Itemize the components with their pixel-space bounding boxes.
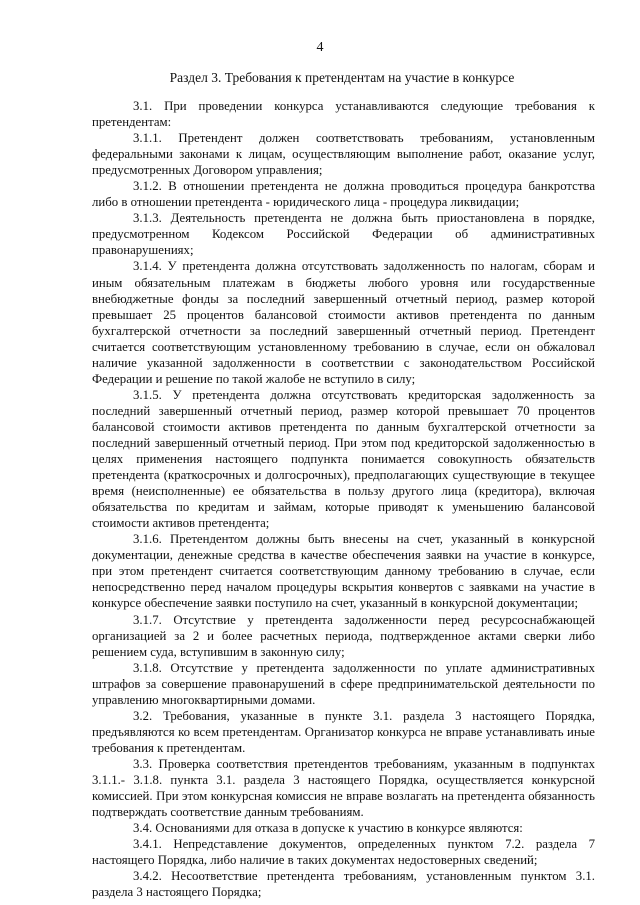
section-title: Раздел 3. Требования к претендентам на участие в конкурсе (169, 70, 515, 85)
paragraph-3-1-3: 3.1.3. Деятельность претендента не должна быть приостановлена в порядке, предусмотренном Кодексом Российской Федерации об административных правонарушениях; (92, 211, 595, 258)
paragraph-3-1-2: 3.1.2. В отношении претендента не должна проводиться процедура банкротства либо в отношении претендента - юридического лица - процедура ликвидации; (92, 179, 595, 210)
paragraph-3-1-4: 3.1.4. У претендента должна отсутствовать задолженность по налогам, сборам и иным обязательным платежам в бюджеты любого уровня или государственные внебюджетные фонды за последний завершенный отчетный период, размер которой превышает 25 процентов балансовой стоимости активов претендента по данным бухгалтерской отчетности за последний завершенный отчетный период. Претендент считается соответствующим установленному требованию в случае, если он обжаловал наличие указанной задолженности в соответствии с законодательством Российской Федерации и решение по такой жалобе не вступило в силу; (92, 259, 595, 386)
paragraph-3-4-2: 3.4.2. Несоответствие претендента требованиям, установленным пунктом 3.1. раздела 3 настоящего Порядка; (92, 869, 595, 900)
paragraph-3-3: 3.3. Проверка соответствия претендентов требованиям, указанным в подпунктах 3.1.1.- 3.1.8. пункта 3.1. раздела 3 настоящего Порядка, осуществляется конкурсной комиссией. При этом конкурсная комиссия не вправе возлагать на претендента обязанность подтверждать соответствие данным требованиям. (92, 756, 595, 820)
paragraph-3-2: 3.2. Требования, указанные в пункте 3.1. раздела 3 настоящего Порядка, предъявляются ко всем претендентам. Организатор конкурса не вправе устанавливать иные требования к претендентам. (92, 708, 595, 755)
document-body (92, 98, 595, 900)
paragraph-3-1: 3.1. При проведении конкурса устанавливаются следующие требования к претендентам: (92, 99, 595, 130)
paragraph-3-4-1: 3.4.1. Непредставление документов, определенных пунктом 7.2. раздела 7 настоящего Порядка, либо наличие в таких документах недостоверных сведений; (92, 837, 595, 868)
paragraph-3-1-5: 3.1.5. У претендента должна отсутствовать кредиторская задолженность за последний завершенный отчетный период, размер которой превышает 70 процентов балансовой стоимости активов претендента по данным бухгалтерской отчетности за последний завершенный отчетный период. При этом под кредиторской задолженностью в целях применения настоящего подпункта понимается совокупность обязательств претендента (краткосрочных и долгосрочных), предполагающих существующие в текущее время (неисполненные) ее обязательства в пользу другого лица (кредитора), включая обязательства по кредитам и займам, которые приводят к уменьшению балансовой стоимости активов претендента; (92, 387, 595, 531)
paragraph-3-1-7: 3.1.7. Отсутствие у претендента задолженности перед ресурсоснабжающей организацией за 2 и более расчетных периода, подтвержденное актами сверки либо решением суда, вступившим в законную силу; (92, 612, 595, 659)
paragraph-3-1-1: 3.1.1. Претендент должен соответствовать требованиям, установленным федеральными законами к лицам, осуществляющим выполнение работ, оказание услуг, предусмотренных Договором управления; (92, 131, 595, 178)
paragraph-3-4: 3.4. Основаниями для отказа в допуске к участию в конкурсе являются: (133, 821, 523, 836)
paragraph-3-1-8: 3.1.8. Отсутствие у претендента задолженности по уплате административных штрафов за совершение правонарушений в сфере предпринимательской деятельности по управлению многоквартирными домами. (92, 660, 595, 707)
paragraph-3-1-6: 3.1.6. Претендентом должны быть внесены на счет, указанный в конкурсной документации, денежные средства в качестве обеспечения заявки на участие в конкурсе, при этом претендент считается соответствующим данному требованию в случае, если непосредственно перед началом процедуры вскрытия конвертов с заявками на участие в конкурсе обеспечение заявки поступило на счет, указанный в конкурсной документации; (92, 532, 595, 611)
page-number: 4 (316, 40, 324, 55)
